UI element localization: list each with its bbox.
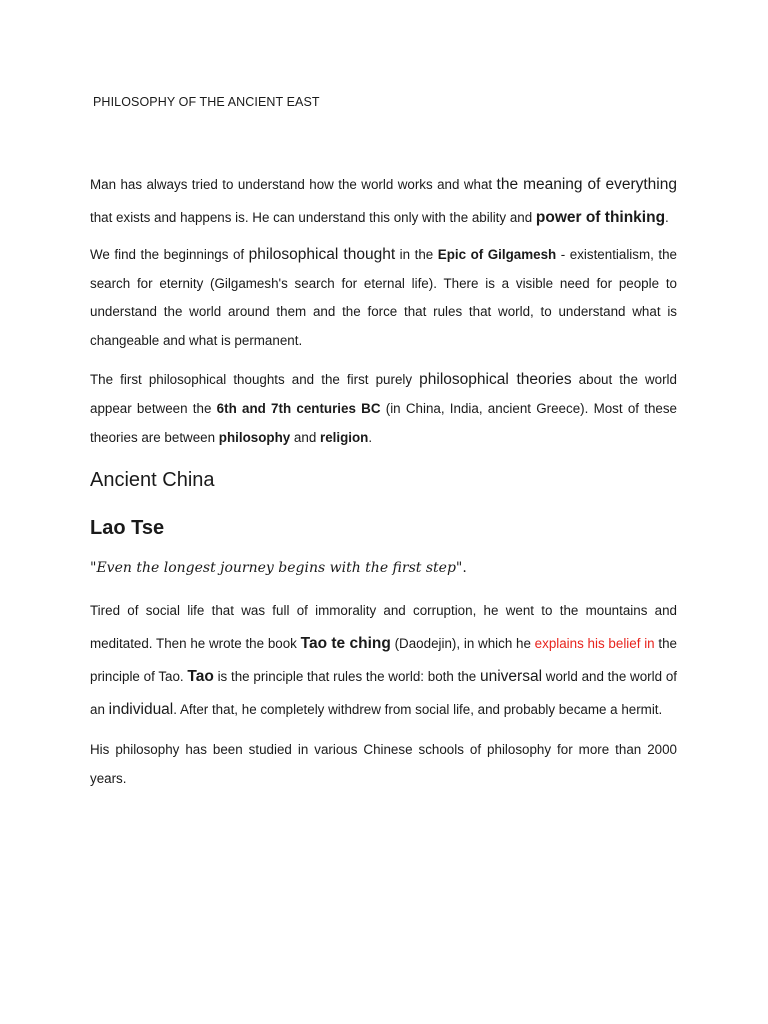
intro-text-3: .: [665, 210, 669, 225]
first-thoughts-emphasis-religion: religion: [320, 430, 369, 445]
lao-tse-text-5: world and the world of an: [90, 669, 677, 717]
first-thoughts-emphasis-centuries: 6th and 7th centuries BC: [216, 401, 381, 416]
lao-tse-emphasis-tao: Tao: [187, 668, 214, 685]
lao-tse-emphasis-individual: individual: [108, 701, 174, 718]
lao-tse-text-3: the principle of Tao.: [90, 636, 677, 684]
lao-tse-highlight-belief: explains his belief in: [534, 636, 655, 651]
quote-close-mark: ".: [455, 560, 467, 576]
lao-tse-paragraph: [90, 594, 677, 726]
first-thoughts-text-4: and: [290, 430, 320, 445]
intro-text-2: that exists and happens is. He can understand this only with the ability and: [90, 210, 536, 225]
intro-text-1: Man has always tried to understand how the world works and what: [90, 177, 497, 192]
first-thoughts-emphasis-philosophy: philosophy: [218, 430, 291, 445]
beginnings-text-1: We find the beginnings of: [90, 247, 249, 262]
document-title: PHILOSOPHY OF THE ANCIENT EAST: [93, 95, 320, 109]
lao-tse-quote: [90, 554, 677, 582]
beginnings-text-2: in the: [395, 247, 438, 262]
first-thoughts-text-5: .: [368, 430, 373, 445]
section-heading-ancient-china: Ancient China: [90, 469, 215, 491]
beginnings-emphasis-thought: philosophical thought: [248, 246, 396, 263]
intro-emphasis-thinking: power of thinking: [535, 209, 666, 226]
document-body: [90, 168, 677, 793]
subsection-heading-lao-tse: Lao Tse: [90, 517, 165, 539]
beginnings-emphasis-gilgamesh: Epic of Gilgamesh: [437, 247, 557, 262]
intro-paragraph: [90, 168, 677, 234]
legacy-paragraph: His philosophy has been studied in various Chinese schools of philosophy for more than 2000 years.: [90, 742, 677, 786]
quote-open-mark: ": [90, 560, 97, 576]
intro-emphasis-meaning: the meaning of everything: [496, 176, 677, 193]
lao-tse-text-1: Tired of social life that was full of immorality and corruption, he went to the mountains and meditated. Then he wrote the book: [90, 603, 677, 651]
lao-tse-text-4: is the principle that rules the world: both the: [213, 669, 480, 684]
quote-text: Even the longest journey begins with the first step: [96, 560, 456, 576]
first-thoughts-emphasis-theories: philosophical theories: [419, 371, 572, 388]
first-thoughts-text-1: The first philosophical thoughts and the first purely: [90, 372, 420, 387]
first-thoughts-paragraph: [90, 365, 677, 452]
beginnings-text-3: - existentialism, the search for eternity (Gilgamesh's search for eternal life). There is a visible need for people to understand the world around them and the force that rules that world, to understand what is changeable and what is permanent.: [90, 247, 678, 348]
lao-tse-text-2: (Daodejin), in which he: [390, 636, 535, 651]
lao-tse-text-6: . After that, he completely withdrew from social life, and probably became a hermit.: [173, 702, 663, 717]
lao-tse-emphasis-universal: universal: [480, 668, 543, 685]
first-thoughts-text-3: (in China, India, ancient Greece). Most of these theories are between: [90, 401, 677, 445]
first-thoughts-text-2: about the world appear between the: [90, 372, 677, 416]
beginnings-paragraph: [90, 241, 677, 355]
lao-tse-emphasis-book: Tao te ching: [300, 635, 391, 652]
